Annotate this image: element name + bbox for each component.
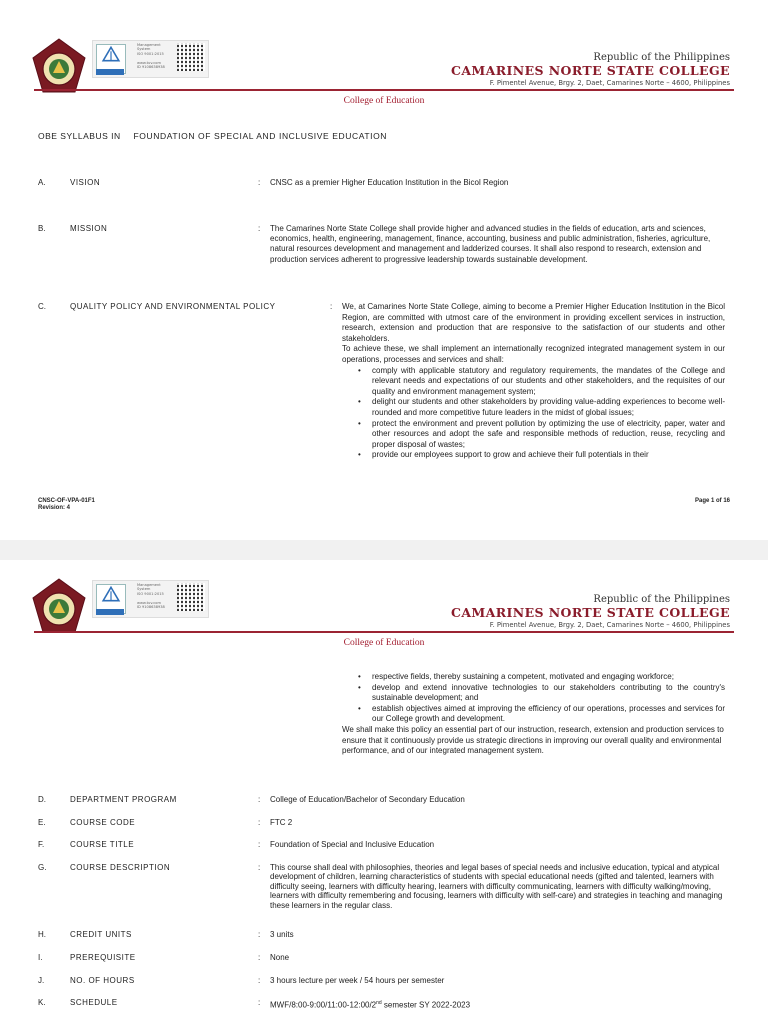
policy-closing-paragraph: We shall make this policy an essential part of our instruction, research, extension and production services to ensure that it continuously provide us strategic directions in improving our overall quality and environmental performance, and of our integrated management system. xyxy=(342,724,724,756)
section-name-course-code: COURSE CODE xyxy=(70,818,136,827)
republic-text: Republic of the Philippines xyxy=(593,52,730,63)
cert-text: Management System ISO 9001:2015 www.tuv.com ID 9108638938 xyxy=(137,583,165,610)
schedule-text: MWF/8:00-9:00/11:00-12:00/2nd semester SY 2022-2023 xyxy=(270,1000,471,1010)
section-letter-h: H. xyxy=(38,930,46,939)
college-unit: College of Education xyxy=(343,96,425,106)
section-name-prerequisite: PREREQUISITE xyxy=(70,953,136,962)
section-letter-a: A. xyxy=(38,178,46,187)
course-description-text: This course shall deal with philosophies, theories and legal bases of special needs and inclusive education, typical and atypical development of children, learning characteristics of students with special educational needs (gifted and talented, learners with difficulty seeing, learners with difficulty hearing, learners with difficulty communicating, learners with difficulty walking/moving, learners with difficulty remembering and focusing, learners with difficulty with self-care) and strategies in teaching and managing these learners in the regular class. xyxy=(270,863,723,910)
college-seal-logo xyxy=(31,38,87,94)
iso-certification-badge xyxy=(92,580,209,618)
section-name-schedule: SCHEDULE xyxy=(70,998,118,1007)
section-name-mission: MISSION xyxy=(70,224,108,233)
list-item: • establish objectives aimed at improving the efficiency of our operations, processes and services for our College growth and development. xyxy=(372,704,725,725)
list-item: • comply with applicable statutory and regulatory requirements, the mandates of the College and relevant needs and expectations of our students and other stakeholders, and the requisites of our quality and environment management system; xyxy=(372,366,725,398)
page-header xyxy=(0,0,768,115)
section-letter-k: K. xyxy=(38,998,46,1007)
cert-text: Management System ISO 9001:2015 www.tuv.com ID 9108638938 xyxy=(137,43,165,70)
vision-text: CNSC as a premier Higher Education Institution in the Bicol Region xyxy=(270,178,509,187)
section-name-credit-units: CREDIT UNITS xyxy=(70,930,132,939)
policy-bullet-list xyxy=(342,366,725,461)
policy-paragraph: We, at Camarines Norte State College, aiming to become a Premier Higher Education Institution in the Bicol Region, are committed with utmost care of the environment in providing excellent services in instruction, research, extension and production that are responsive to the satisfaction of our students and other stakeholders. xyxy=(342,302,725,343)
page-header xyxy=(0,560,768,675)
page-1: Management System ISO 9001:2015 www.tuv.com ID 9108638938 Republic of the Philippines CAMARINES NORTE STATE COLLEGE F. Pimentel Avenue, Brgy. 2, Daet, Camarines Norte – 4600, Philippines College of Education OBE SYLLABUS IN FOUNDATION OF SPECIAL AND INCLUSIVE EDUCATION A. VISION : CNSC as a premier Higher Education Institution in the Bicol Region B. MISSION : The Camarines Norte State College shall provide higher and advanced studies in the fields of education, arts and sciences, economics, health, engineering, management, finance, accounting, business and public administration, fisheries, agriculture, natural resources development and management and ladderized courses. It shall also respond to research, extension and production services adherent to progressive leadership towards sustainable development. C. QUALITY POLICY AND ENVIRONMENTAL POLICY : We, at Camarines Norte State College, aiming to become a Premier Higher Education Institution in the Bicol Region, are committed with utmost care of the environment in providing excellent services in instruction, research, extension and production that are responsive to the satisfaction of our students and other stakeholders. To achieve these, we shall implement an internationally recognized integrated management system in our operations, processes and services and shall: • comply with applicable statutory and regulatory requirements, the mandates of the College and relevant needs and expectations of our students and other stakeholders, and the requisites of our quality and environment management system; • delight our students and other stakeholders by providing value-adding experiences to become well-rounded and more competitive future leaders in the midst of global issues; • protect the environment and prevent pollution by optimizing the use of electricity, paper, water and other resources and adopt the safe and responsible methods of reduction, reuse, recycling and proper disposal of wastes; • provide our employees support to grow and achieve their full potentials in their CNSC-OF-VPA-01F1 Revision: 4 Page 1 of 16 xyxy=(0,0,768,540)
section-name-course-title: COURSE TITLE xyxy=(70,840,135,849)
syllabus-title: OBE SYLLABUS IN FOUNDATION OF SPECIAL AND INCLUSIVE EDUCATION xyxy=(38,131,388,141)
college-seal-logo xyxy=(31,578,87,634)
page-number: Page 1 of 16 xyxy=(694,498,730,504)
section-letter-f: F. xyxy=(38,840,45,849)
page-gap xyxy=(0,540,768,560)
section-letter-c: C. xyxy=(38,302,46,311)
college-unit: College of Education xyxy=(343,638,425,648)
college-address: F. Pimentel Avenue, Brgy. 2, Daet, Camarines Norte – 4600, Philippines xyxy=(489,621,730,629)
section-name-hours: NO. OF HOURS xyxy=(70,976,135,985)
course-title-text: Foundation of Special and Inclusive Education xyxy=(270,840,435,849)
department-text: College of Education/Bachelor of Secondary Education xyxy=(270,795,465,804)
section-name-policy: QUALITY POLICY AND ENVIRONMENTAL POLICY xyxy=(70,302,276,311)
list-item-continued: • respective fields, thereby sustaining a competent, motivated and engaging workforce; xyxy=(372,672,725,683)
iso-certification-badge xyxy=(92,40,209,78)
college-name: CAMARINES NORTE STATE COLLEGE xyxy=(450,605,730,620)
college-address: F. Pimentel Avenue, Brgy. 2, Daet, Camarines Norte – 4600, Philippines xyxy=(489,79,730,87)
list-item: • provide our employees support to grow and achieve their full potentials in their xyxy=(372,450,725,461)
policy-bullet-list xyxy=(342,672,725,725)
hours-text: 3 hours lecture per week / 54 hours per semester xyxy=(270,976,445,985)
section-name-department: DEPARTMENT PROGRAM xyxy=(70,795,177,804)
policy-paragraph: To achieve these, we shall implement an internationally recognized integrated management system in our operations, processes and services and shall: xyxy=(342,344,725,364)
header-rule xyxy=(34,631,734,633)
certified-band xyxy=(96,609,124,615)
section-name-vision: VISION xyxy=(70,178,101,187)
section-letter-e: E. xyxy=(38,818,46,827)
page-2: Management System ISO 9001:2015 www.tuv.com ID 9108638938 Republic of the Philippines CAMARINES NORTE STATE COLLEGE F. Pimentel Avenue, Brgy. 2, Daet, Camarines Norte – 4600, Philippines College of Education • respective fields, thereby sustaining a competent, motivated and engaging workforce; • develop and extend innovative technologies to our stakeholders contributing to the country's sustainable development; and • establish objectives aimed at improving the efficiency of our operations, processes and services for our College growth and development. We shall make this policy an essential part of our instruction, research, extension and production services to ensure that it continuously provide us strategic directions in improving our overall quality and environmental performance, and of our integrated management system. D. DEPARTMENT PROGRAM : College of Education/Bachelor of Secondary Education E. COURSE CODE : FTC 2 F. COURSE TITLE : Foundation of Special and Inclusive Education G. COURSE DESCRIPTION : This course shall deal with philosophies, theories and legal bases of special needs and inclusive education, typical and atypical development of children, learning characteristics of students with special educational needs (gifted and talented, learners with difficulty seeing, learners with difficulty hearing, learners with difficulty communicating, learners with difficulty walking/moving, learners with difficulty remembering and focusing, learners with difficulty with self-care) and strategies in teaching and managing these learners in the regular class. H. CREDIT UNITS : 3 units I. PREREQUISITE : None J. NO. OF HOURS : 3 hours lecture per week / 54 hours per semester K. SCHEDULE : MWF/8:00-9:00/11:00-12:00/2nd semester SY 2022-2023 xyxy=(0,560,768,1024)
prerequisite-text: None xyxy=(270,953,290,962)
list-item: • delight our students and other stakeholders by providing value-adding experiences to become well-rounded and more competitive future leaders in the midst of global issues; xyxy=(372,397,725,418)
credit-units-text: 3 units xyxy=(270,930,294,939)
college-name: CAMARINES NORTE STATE COLLEGE xyxy=(450,63,730,78)
document-code: CNSC-OF-VPA-01F1 Revision: 4 xyxy=(38,498,95,511)
list-item: • develop and extend innovative technologies to our stakeholders contributing to the country's sustainable development; and xyxy=(372,683,725,704)
section-letter-j: J. xyxy=(38,976,45,985)
course-code-text: FTC 2 xyxy=(270,818,293,827)
section-name-course-description: COURSE DESCRIPTION xyxy=(70,863,171,872)
section-letter-b: B. xyxy=(38,224,46,233)
header-rule xyxy=(34,89,734,91)
section-letter-g: G. xyxy=(38,863,47,872)
policy-text-continued xyxy=(342,672,725,757)
section-letter-d: D. xyxy=(38,795,46,804)
certified-band xyxy=(96,69,124,75)
section-letter-i: I. xyxy=(38,953,43,962)
mission-text: The Camarines Norte State College shall provide higher and advanced studies in the fields of education, arts and sciences, economics, health, engineering, management, finance, accounting, business and public administration, fisheries, agriculture, natural resources development and management and ladderized courses. It shall also respond to research, extension and production services adherent to progressive leadership towards sustainable development. xyxy=(270,224,711,264)
list-item: • protect the environment and prevent pollution by optimizing the use of electricity, paper, water and other resources and adopt the safe and responsible methods of reduction, reuse, recycling and proper disposal of wastes; xyxy=(372,419,725,451)
policy-text xyxy=(342,302,725,482)
republic-text: Republic of the Philippines xyxy=(593,594,730,605)
